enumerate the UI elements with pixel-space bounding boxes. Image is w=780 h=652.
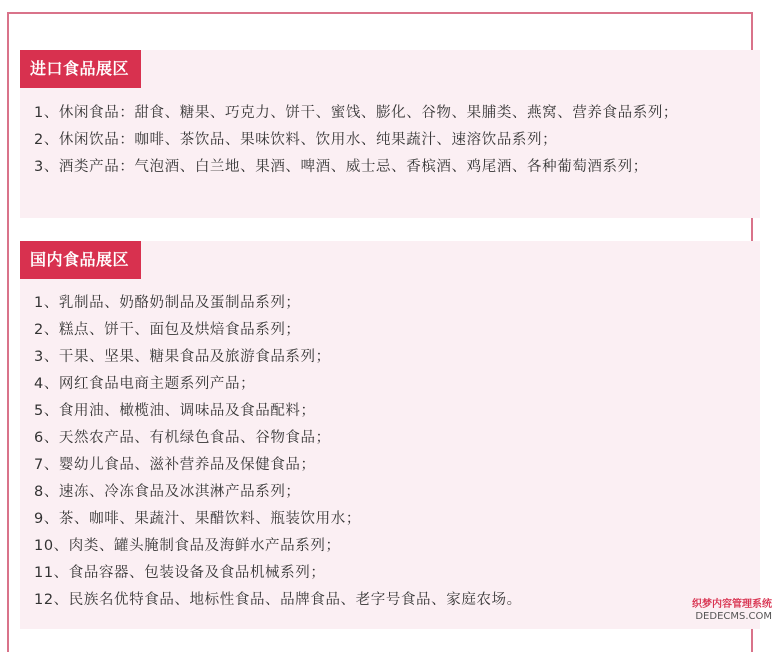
list-item: 7、婴幼儿食品、滋补营养品及保健食品； [34,457,316,473]
watermark-line-1: 织梦内容管理系统 [692,599,772,610]
domestic-food-list [34,290,754,614]
domestic-food-section [20,241,760,629]
list-item: 9、茶、咖啡、果蔬汁、果醋饮料、瓶装饮用水； [34,511,361,527]
list-item: 3、干果、坚果、糖果食品及旅游食品系列； [34,349,331,365]
watermark-logo [692,599,772,623]
imported-food-title: 进口食品展区 [20,50,141,88]
list-item: 5、食用油、橄榄油、调味品及食品配料； [34,403,316,419]
imported-food-section [20,50,760,220]
list-item: 10、肉类、罐头腌制食品及海鲜水产品系列； [34,538,341,554]
watermark-line-2: DEDECMS.COM [695,611,772,622]
list-item: 11、食品容器、包装设备及食品机械系列； [34,565,326,581]
list-item: 2、糕点、饼干、面包及烘焙食品系列； [34,322,301,338]
list-item: 1、休闲食品：甜食、糖果、巧克力、饼干、蜜饯、膨化、谷物、果脯类、燕窝、营养食品系列； [34,105,679,121]
imported-food-list [34,100,754,181]
list-item: 12、民族名优特食品、地标性食品、品牌食品、老字号食品、家庭农场。 [34,592,522,608]
list-item: 8、速冻、冷冻食品及冰淇淋产品系列； [34,484,301,500]
list-item: 3、酒类产品：气泡酒、白兰地、果酒、啤酒、威士忌、香槟酒、鸡尾酒、各种葡萄酒系列； [34,159,648,175]
list-item: 4、网红食品电商主题系列产品； [34,376,256,392]
list-item: 6、天然农产品、有机绿色食品、谷物食品； [34,430,331,446]
list-item: 2、休闲饮品：咖啡、茶饮品、果味饮料、饮用水、纯果蔬汁、速溶饮品系列； [34,132,558,148]
list-item: 1、乳制品、奶酪奶制品及蛋制品系列； [34,295,301,311]
domestic-food-title: 国内食品展区 [20,241,141,279]
